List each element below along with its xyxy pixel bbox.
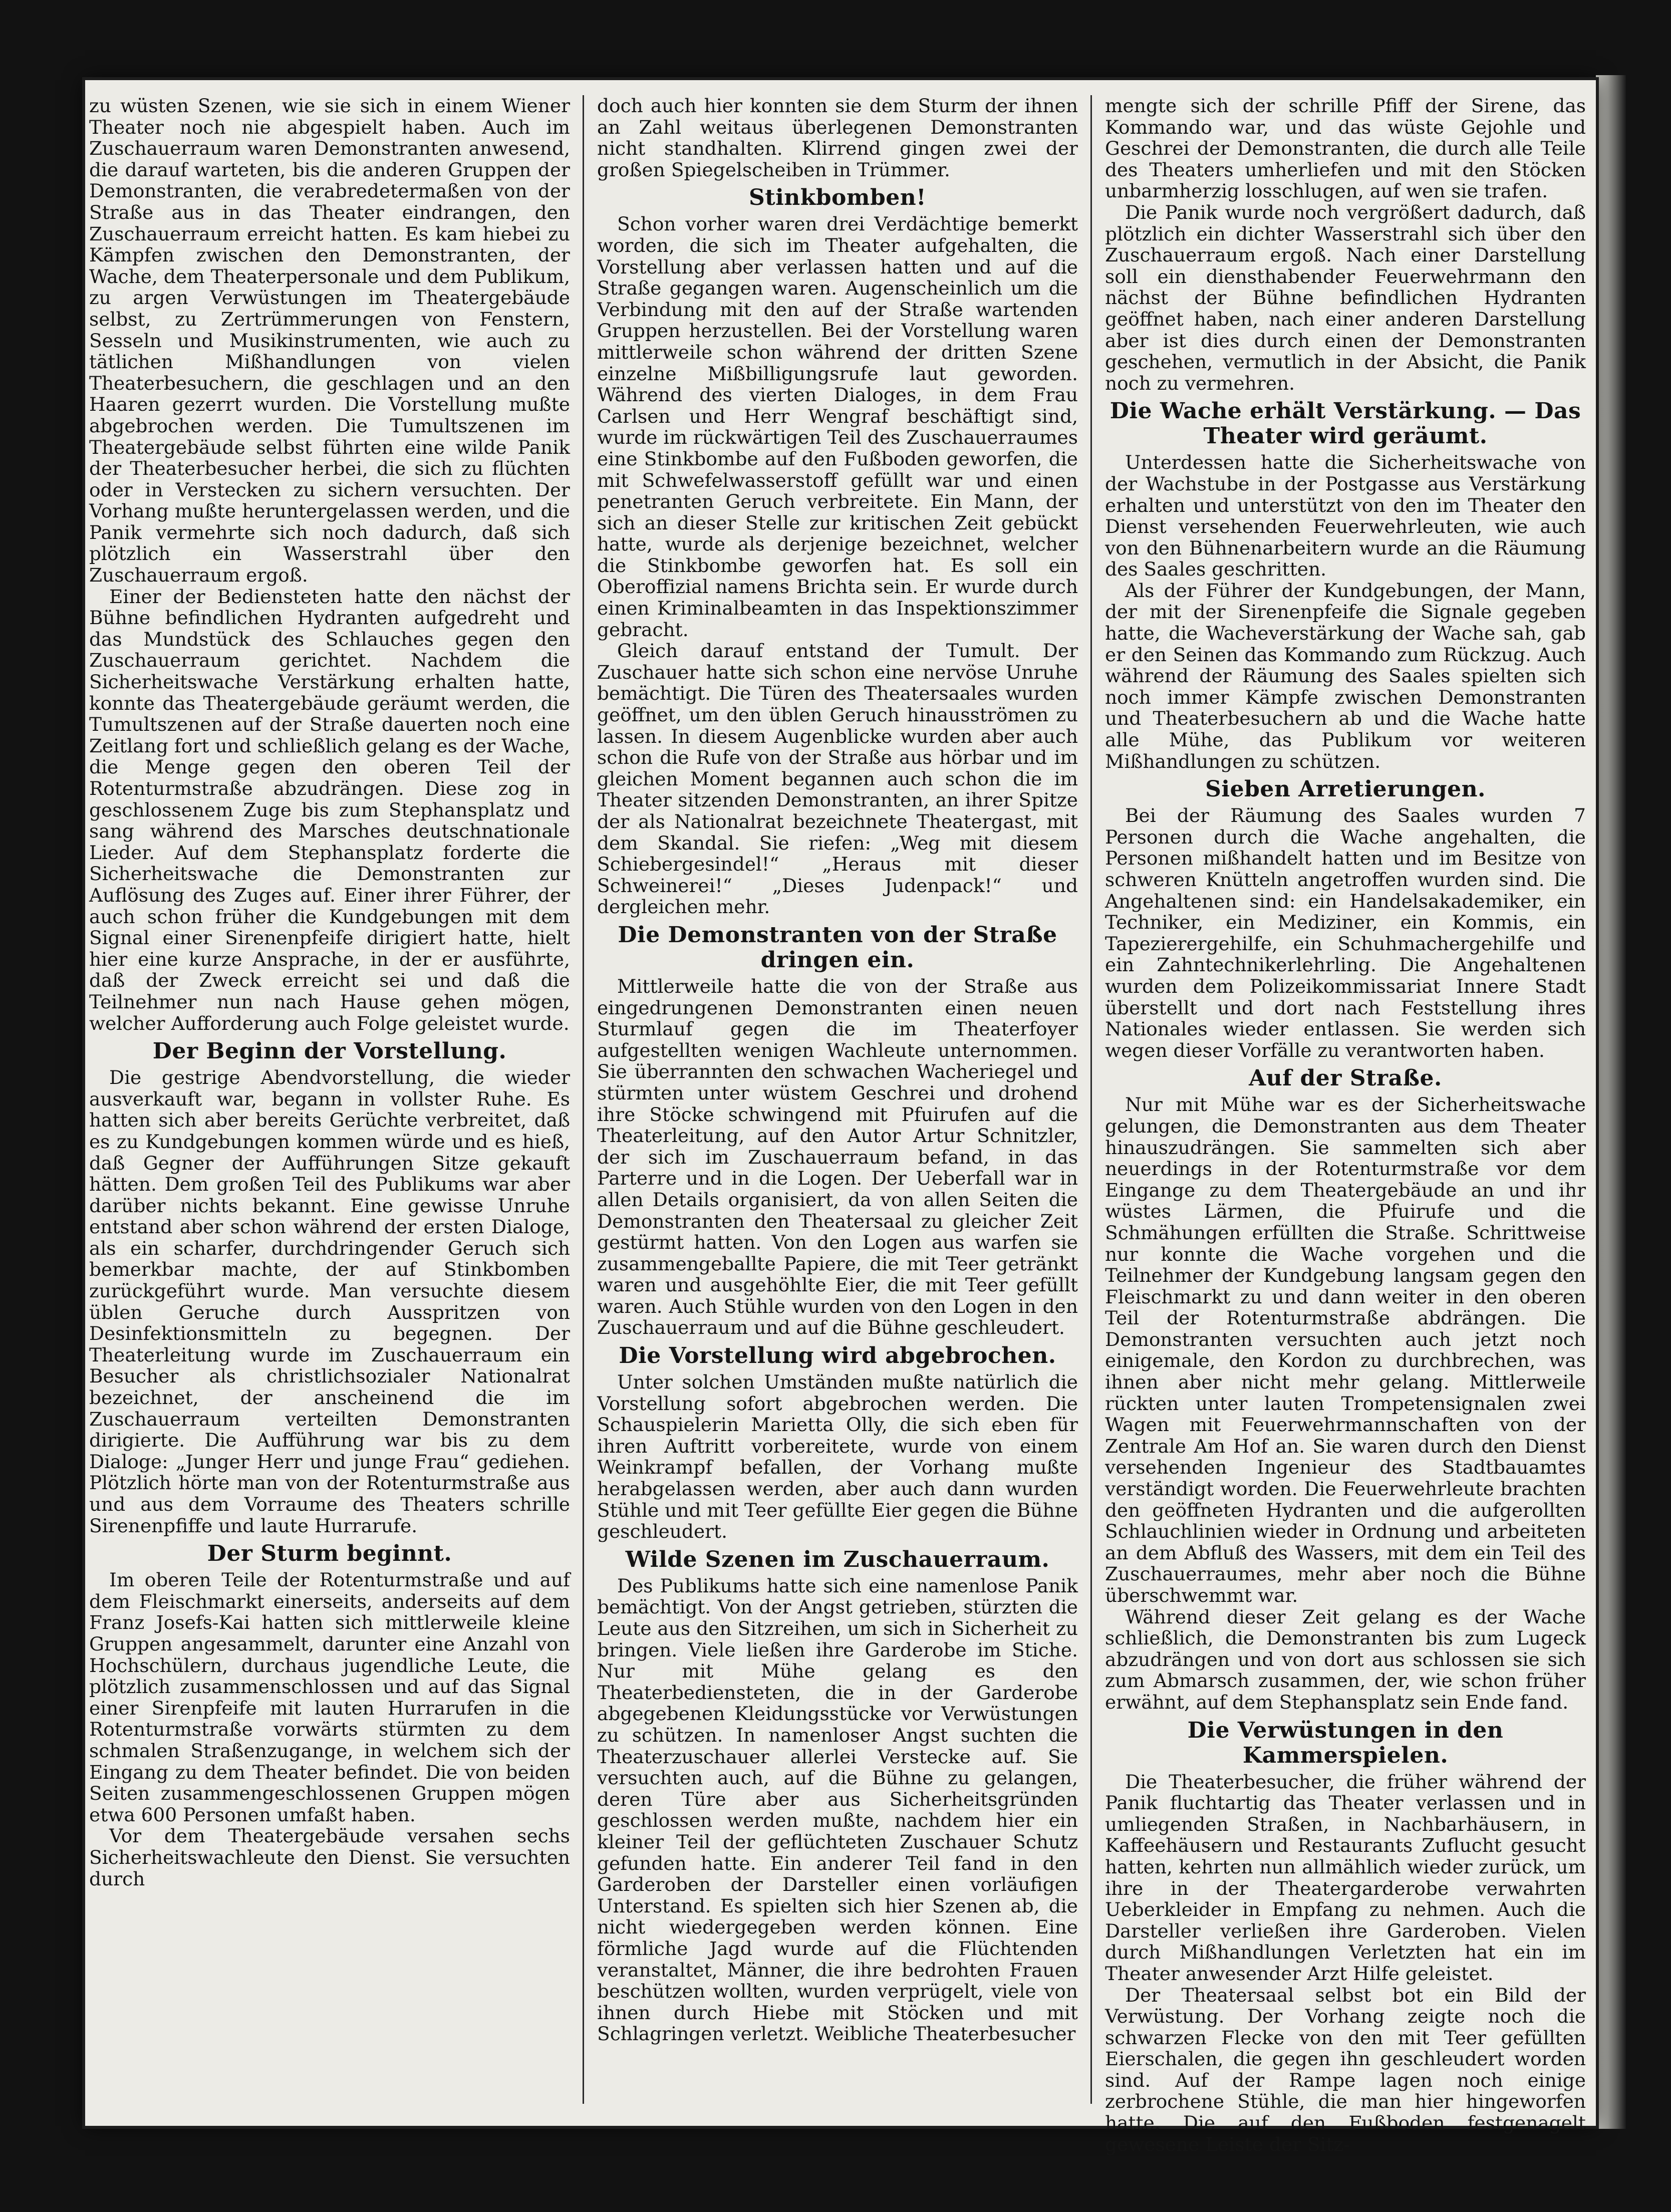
section-heading: Der Beginn der Vorstellung. (152, 1038, 507, 1064)
section-heading: Die Verwüstungen in den Kammerspielen. (1187, 1717, 1504, 1768)
article-column-3 (1105, 95, 1586, 2155)
section-heading: Der Sturm beginnt. (207, 1541, 452, 1567)
article-paragraph: Im oberen Teile der Rotenturmstraße und auf dem Fleischmarkt einerseits, anderseits auf dem Franz Josefs-Kai hatten sich mittlerweile kleine Gruppen angesammelt, darunter eine Anzahl von Hochschülern, durchaus jugendliche Leute, die plötzlich zusammenschlossen und auf das Signal einer Sirenpfeife mit lauten Hurrarufen in die Rotenturmstraße vorwärts stürmten zu dem schmalen Straßenzugange, in welchem sich der Eingang zu dem Theater befindet. Die von beiden Seiten zusammengeschlossenen Gruppen mögen etwa 600 Personen umfaßt haben. (89, 1569, 570, 1826)
article-paragraph: Während dieser Zeit gelang es der Wache schließlich, die Demonstranten bis zum Lugeck abzudrängen und von dort aus schlossen sie sich zum Abmarsch zusammen, der, wie schon früher erwähnt, auf dem Stephansplatz sein Ende fand. (1105, 1605, 1586, 1713)
article-paragraph: Bei der Räumung des Saales wurden 7 Personen durch die Wache angehalten, die Personen mißhandelt hatten und im Besitze von schweren Knütteln angetroffen wurden sind. Die Angehaltenen sind: ein Handelsakademiker, ein Techniker, ein Mediziner, ein Kommis, ein Tapezierergehilfe, ein Schuhmachergehilfe und ein Zahntechnikerlehrling. Die Angehaltenen wurden dem Polizeikommissariat Innere Stadt überstellt und dort nach Feststellung ihres Nationales wieder entlassen. Sie werden sich wegen dieser Vorfälle zu verantworten haben. (1105, 804, 1586, 1061)
article-paragraph: doch auch hier konnten sie dem Sturm der ihnen an Zahl weitaus überlegenen Demonstranten nicht standhalten. Klirrend gingen zwei der großen Spiegelscheiben in Trümmer. (597, 95, 1078, 181)
article-paragraph: Die Panik wurde noch vergrößert dadurch, daß plötzlich ein dichter Wasserstrahl sich über den Zuschauerraum ergoß. Nach einer Darstellung soll ein diensthabender Feuerwehrmann den nächst der Bühne befindlichen Hydranten geöffnet haben, nach einer anderen Darstellung aber ist dies durch einen der Demonstranten geschehen, vermutlich in der Absicht, die Panik noch zu vermehren. (1105, 201, 1586, 394)
section-heading: Auf der Straße. (1249, 1065, 1442, 1091)
article-paragraph: Als der Führer der Kundgebungen, der Mann, der mit der Sirenenpfeife die Signale gegeben hatte, die Wacheverstärkung der Wache sah, gab er den Seinen das Kommando zum Rückzug. Auch während der Räumung des Saales spielten sich noch immer Kämpfe zwischen Demonstranten und Theaterbesuchern ab und die Wache hatte alle Mühe, das Publikum vor weiteren Mißhandlungen zu schützen. (1105, 579, 1586, 772)
section-heading: Die Vorstellung wird abgebrochen. (619, 1343, 1056, 1369)
article-paragraph: Schon vorher waren drei Verdächtige bemerkt worden, die sich im Theater aufgehalten, die Vorstellung aber verlassen hatten und auf die Straße gegangen waren. Augenscheinlich um die Verbindung mit den auf der Straße wartenden Gruppen herzustellen. Bei der Vorstellung waren mittlerweile schon während der dritten Szene einzelne Mißbilligungsrufe laut geworden. Während des vierten Dialoges, in dem Frau Carlsen und Herr Wengraf beschäftigt sind, wurde im rückwärtigen Teil des Zuschauerraumes eine Stinkbombe auf den Fußboden geworfen, die mit Schwefelwasserstoff gefüllt war und einen penetranten Geruch verbreitete. Ein Mann, der sich an dieser Stelle zur kritischen Zeit gebückt hatte, wurde als derjenige bezeichnet, welcher die Stinkbombe geworfen hat. Es soll ein Oberoffizial namens Brichta sein. Er wurde durch einen Kriminalbeamten in das Inspektionszimmer gebracht. (597, 213, 1078, 641)
article-paragraph: Des Publikums hatte sich eine namenlose Panik bemächtigt. Von der Angst getrieben, stürzten die Leute aus den Sitzreihen, um sich in Sicherheit zu bringen. Viele ließen ihre Garderobe im Stiche. Nur mit Mühe gelang es den Theaterbediensteten, die in der Garderobe abgegebenen Kleidungsstücke vor Verwüstungen zu schützen. In namenloser Angst suchten die Theaterzuschauer allerlei Verstecke auf. Sie versuchten auch, auf die Bühne zu gelangen, deren Türe aber aus Sicherheitsgründen geschlossen werden mußte, nachdem hier ein kleiner Teil der geflüchteten Zuschauer Schutz gefunden hatte. Ein anderer Teil fand in den Garderoben der Darsteller einen vorläufigen Unterstand. Es spielten sich hier Szenen ab, die nicht wiedergegeben werden können. Eine förmliche Jagd wurde auf die Flüchtenden veranstaltet, Männer, die ihre bedrohten Frauen beschützen wollten, wurden verprügelt, viele von ihnen durch Hiebe mit Stöcken und mit Schlagringen verletzt. Weibliche Theaterbesucher (597, 1574, 1078, 2045)
article-paragraph: mengte sich der schrille Pfiff der Sirene, das Kommando war, und das wüste Gejohle und Geschrei der Demonstranten, die durch alle Teile des Theaters umherliefen und mit den Stöcken unbarmherzig losschlugen, auf wen sie trafen. (1105, 95, 1586, 202)
section-heading: Sieben Arretierungen. (1205, 776, 1486, 802)
section-heading: Die Demonstranten von der Straße dringen ein. (618, 922, 1057, 973)
newspaper-page (85, 80, 1596, 2155)
article-paragraph: Gleich darauf entstand der Tumult. Der Zuschauer hatte sich schon eine nervöse Unruhe bemächtigt. Die Türen des Theatersaales wurden geöffnet, um den üblen Geruch hinausströmen zu lassen. In diesem Augenblicke wurden aber auch schon die Rufe von der Straße aus hörbar und im gleichen Moment begannen auch schon die im Theater sitzenden Demonstranten, an ihrer Spitze der als Nationalrat bezeichnete Theatergast, mit dem Skandal. Sie riefen: „Weg mit diesem Schiebergesindel!“ „Heraus mit dieser Schweinerei!“ „Dieses Judenpack!“ und dergleichen mehr. (597, 640, 1078, 918)
column-rule (583, 95, 584, 2104)
article-column-1 (89, 95, 570, 2104)
article-paragraph: Vor dem Theatergebäude versahen sechs Sicherheitswachleute den Dienst. Sie versuchten durch (89, 1825, 570, 1890)
section-heading: Die Wache erhält Verstärkung. — Das Theater wird geräumt. (1109, 398, 1581, 449)
article-paragraph: Mittlerweile hatte die von der Straße aus eingedrungenen Demonstranten einen neuen Sturmlauf gegen die im Theaterfoyer aufgestellten wenigen Wachleute unternommen. Sie überrannten den schwachen Wacheriegel und stürmten unter wüstem Geschrei und drohend ihre Stöcke schwingend mit Pfuirufen auf die Theaterleitung, auf den Autor Artur Schnitzler, der sich im Zuschauerraum befand, in das Parterre und in die Logen. Der Ueberfall war in allen Details organisiert, da von allen Seiten die Demonstranten den Theatersaal zu gleicher Zeit gestürmt hatten. Von den Logen aus warfen sie zusammengeballte Papiere, die mit Teer getränkt waren und ausgehöhlte Eier, die mit Teer gefüllt waren. Auch Stühle wurden von den Logen in den Zuschauerraum und auf die Bühne geschleudert. (597, 975, 1078, 1339)
article-paragraph: Die Theaterbesucher, die früher während der Panik fluchtartig das Theater verlassen und in umliegenden Straßen, in Nachbarhäusern, in Kaffeehäusern und Restaurants Zuflucht gesucht hatten, kehrten nun allmählich wieder zurück, um ihre in der Theatergarderobe verwahrten Ueberkleider in Empfang zu nehmen. Auch die Darsteller verließen ihre Garderoben. Vielen durch Mißhandlungen Verletzten hat ein im Theater anwesender Arzt Hilfe geleistet. (1105, 1770, 1586, 1985)
article-paragraph: Einer der Bediensteten hatte den nächst der Bühne befindlichen Hydranten aufgedreht und das Mundstück des Schlauches gegen den Zuschauerraum gerichtet. Nachdem die Sicherheitswache Verstärkung erhalten hatte, konnte das Theatergebäude geräumt werden, die Tumultszenen auf der Straße dauerten noch eine Zeitlang fort und schließlich gelang es der Wache, die Menge gegen den oberen Teil der Rotenturmstraße abzudrängen. Diese zog in geschlossenem Zuge bis zum Stephansplatz und sang während des Marsches deutschnationale Lieder. Auf dem Stephansplatz forderte die Sicherheitswache die Demonstranten zur Auflösung des Zuges auf. Einer ihrer Führer, der auch schon früher die Kundgebungen mit dem Signal einer Sirenenpfeife dirigiert hatte, hielt hier eine kurze Ansprache, in der er ausführte, daß der Zweck erreicht sei und daß die Teilnehmer nun nach Hause gehen mögen, welcher Aufforderung auch Folge geleistet wurde. (89, 585, 570, 1034)
article-paragraph: Der Theatersaal selbst bot ein Bild der Verwüstung. Der Vorhang zeigte noch die schwarzen Flecke von den mit Teer gefüllten Eierschalen, die gegen ihn geschleudert worden sind. Auf der Rampe lagen noch einige zerbrochene Stühle, die man hier hingeworfen hatte. Die auf den Fußboden festgenagelt gewesene Leiste der Sitz- (1105, 1984, 1586, 2155)
article-paragraph: Nur mit Mühe war es der Sicherheitswache gelungen, die Demonstranten aus dem Theater hinauszudrängen. Sie sammelten sich aber neuerdings in der Rotenturmstraße vor dem Eingange zu dem Theatergebäude an und ihr wüstes Lärmen, die Pfuirufe und die Schmähungen erfüllten die Straße. Schrittweise nur konnte die Wache vorgehen und die Teilnehmer der Kundgebung langsam gegen den Fleischmarkt zu und dann weiter in den oberen Teil der Rotenturmstraße abdrängen. Die Demonstranten versuchten auch jetzt noch einigemale, den Kordon zu durchbrechen, was ihnen aber nicht mehr gelang. Mittlerweile rückten unter lauten Trompetensignalen zwei Wagen mit Feuerwehrmannschaften von der Zentrale Am Hof an. Sie waren durch den Dienst versehenden Ingenieur des Stadtbauamtes verständigt worden. Die Feuerwehrleute brachten den geöffneten Hydranten und die aufgerollten Schlauchlinien wieder in Ordnung und arbeiteten an dem Abfluß des Wassers, mit dem ein Teil des Zuschauerraumes, mehr aber noch die Bühne überschwemmt war. (1105, 1093, 1586, 1606)
article-paragraph: Unter solchen Umständen mußte natürlich die Vorstellung sofort abgebrochen werden. Die Schauspielerin Marietta Olly, die sich eben für ihren Auftritt vorbereitete, wurde von einem Weinkrampf befallen, der Vorhang mußte herabgelassen werden, aber auch dann wurden Stühle und mit Teer gefüllte Eier gegen die Bühne geschleudert. (597, 1371, 1078, 1543)
section-heading: Stinkbomben! (748, 185, 927, 211)
section-heading: Wilde Szenen im Zuschauerraum. (625, 1546, 1050, 1572)
column-rule (1090, 95, 1092, 2104)
paper-edge (1596, 75, 1626, 2129)
article-paragraph: zu wüsten Szenen, wie sie sich in einem Wiener Theater noch nie abgespielt haben. Auch im Zuschauerraum waren Demonstranten anwesend, die darauf warteten, bis die anderen Gruppen der Demonstranten, die verabredetermaßen von der Straße aus in das Theater eindrangen, den Zuschauerraum erreicht hatten. Es kam hiebei zu Kämpfen zwischen den Demonstranten, der Wache, dem Theaterpersonale und dem Publikum, zu argen Verwüstungen im Theatergebäude selbst, zu Zertrümmerungen von Fenstern, Sesseln und Musikinstrumenten, wie auch zu tätlichen Mißhandlungen von vielen Theaterbesuchern, die geschlagen und an den Haaren gezerrt wurden. Die Vorstellung mußte abgebrochen werden. Die Tumultszenen im Theatergebäude selbst führten eine wilde Panik der Theaterbesucher herbei, die sich zu flüchten oder in Verstecken zu sichern versuchten. Der Vorhang mußte heruntergelassen werden, und die Panik vermehrte sich noch dadurch, daß sich plötzlich ein Wasserstrahl über den Zuschauerraum ergoß. (89, 95, 570, 587)
article-paragraph: Die gestrige Abendvorstellung, die wieder ausverkauft war, begann in vollster Ruhe. Es hatten sich aber bereits Gerüchte verbreitet, daß es zu Kundgebungen kommen würde und es hieß, daß Gegner der Aufführungen Sitze gekauft hätten. Dem großen Teil des Publikums war aber darüber nichts bekannt. Eine gewisse Unruhe entstand aber schon während der ersten Dialoge, als ein scharfer, durchdringender Geruch sich bemerkbar machte, der auf Stinkbomben zurückgeführt wurde. Man versuchte diesem üblen Geruche durch Ausspritzen von Desinfektionsmitteln zu begegnen. Der Theaterleitung wurde im Zuschauerraum ein Besucher als christlichsozialer Nationalrat bezeichnet, der anscheinend die im Zuschauerraum verteilten Demonstranten dirigierte. Die Aufführung war bis zu dem Dialoge: „Junger Herr und junge Frau“ gediehen. Plötzlich hörte man von der Rotenturmstraße aus und aus dem Vorraume des Theaters schrille Sirenenpfiffe und laute Hurrarufe. (89, 1066, 570, 1537)
article-column-2 (597, 95, 1078, 2104)
article-paragraph: Unterdessen hatte die Sicherheitswache von der Wachstube in der Postgasse aus Verstärkung erhalten und unterstützt von den im Theater den Dienst versehenden Feuerwehrleuten, wie auch von den Bühnenarbeitern wurde an die Räumung des Saales geschritten. (1105, 451, 1586, 581)
